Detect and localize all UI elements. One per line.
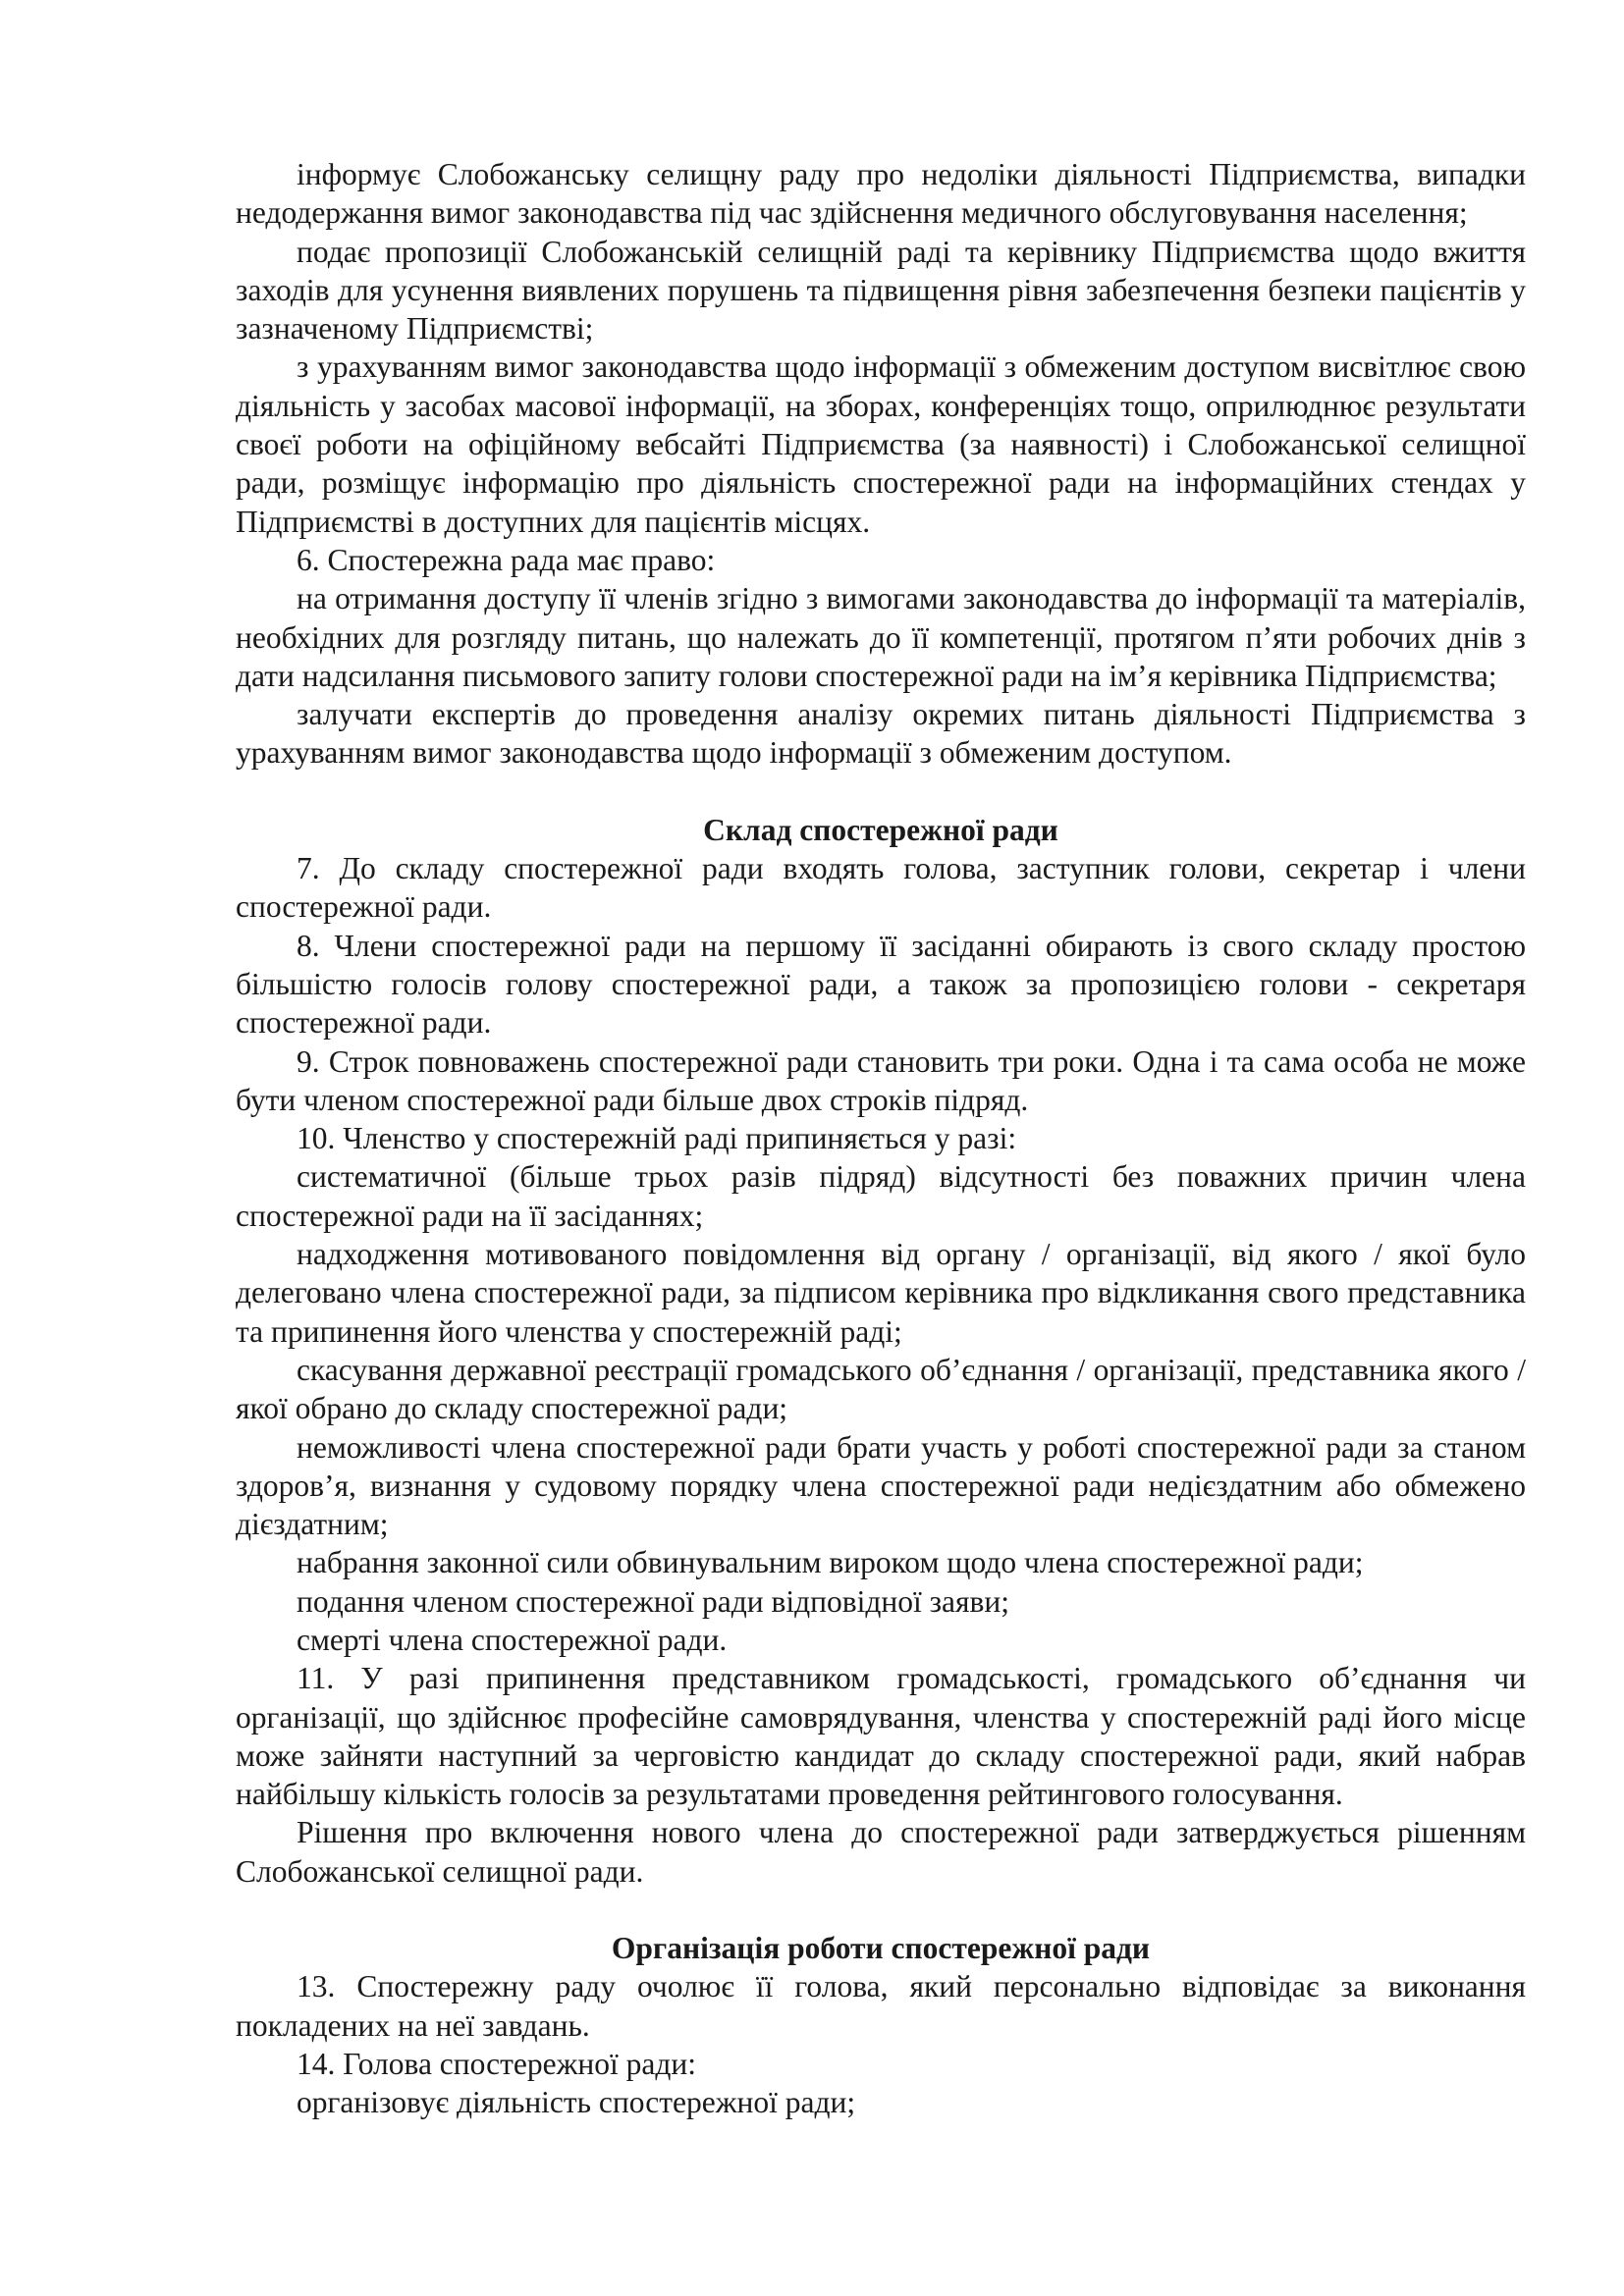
section-spacer [236,773,1526,811]
paragraph: на отримання доступу її членів згідно з вимогами законодавства до інформації та матеріалів, необхідних для розгляду питань, що належать до її компетенції, протягом п’яти робочих днів з дати надсилання письмового запиту голови спостережної ради на ім’я керівника Підприємства; [236,581,1526,693]
paragraph: 11. У разі припинення представником громадськості, громадського об’єднання чи організації, що здійснює професійне самоврядування, членства у спостережній раді його місце може зайняти наступний за черговістю кандидат до складу спостережної ради, який набрав найбільшу кількість голосів за результатами проведення рейтингового голосування. [236,1661,1526,1812]
paragraph: організовує діяльність спостережної ради; [297,2085,856,2120]
paragraph: 6. Спостережна рада має право: [297,542,716,577]
paragraph: смерті члена спостережної ради. [297,1622,728,1657]
paragraph: набрання законної сили обвинувальним вироком щодо члена спостережної ради; [297,1545,1364,1580]
paragraph: систематичної (більше трьох разів підряд) відсутності без поважних причин члена спостережної ради на її засіданнях; [236,1159,1526,1233]
paragraph: 7. До складу спостережної ради входять голова, заступник голови, секретар і члени спостережної ради. [236,851,1526,925]
document-page [236,155,1526,2122]
paragraph: подання членом спостережної ради відповідної заяви; [297,1583,1010,1619]
paragraph: 9. Строк повноважень спостережної ради становить три роки. Одна і та сама особа не може бути членом спостережної ради більше двох строків підряд. [236,1043,1526,1117]
paragraph: 10. Членство у спостережній раді припиняється у разі: [297,1121,1017,1156]
paragraph: 8. Члени спостережної ради на першому її засіданні обирають із свого складу простою більшістю голосів голову спостережної ради, а також за пропозицією голови - секретаря спостережної ради. [236,928,1526,1041]
paragraph: залучати експертів до проведення аналізу окремих питань діяльності Підприємства з урахуванням вимог законодавства щодо інформації з обмеженим доступом. [236,697,1526,771]
paragraph: 14. Голова спостережної ради: [297,2046,697,2081]
paragraph: 13. Спостережну раду очолює її голова, який персонально відповідає за виконання покладених на неї завдань. [236,1969,1526,2043]
paragraph: скасування державної реєстрації громадського об’єднання / організації, представника якого / якої обрано до складу спостережної ради; [236,1352,1526,1426]
paragraph: інформує Слобожанську селищну раду про недоліки діяльності Підприємства, випадки недодержання вимог законодавства під час здійснення медичного обслуговування населення; [236,157,1526,231]
paragraph: Рішення про включення нового члена до спостережної ради затверджується рішенням Слобожанської селищної ради. [236,1815,1526,1889]
section-heading: Склад спостережної ради [703,812,1058,847]
paragraph: надходження мотивованого повідомлення від органу / організації, від якого / якої було делеговано члена спостережної ради, за підписом керівника про відкликання свого представника та припинення його членства у спостережній раді; [236,1237,1526,1349]
section-spacer [236,1891,1526,1929]
section-heading: Організація роботи спостережної ради [611,1931,1151,1966]
paragraph: з урахуванням вимог законодавства щодо інформації з обмеженим доступом висвітлює свою діяльність у засобах масової інформації, на зборах, конференціях тощо, оприлюднює результати своєї роботи на офіційному вебсайті Підприємства (за наявності) і Слобожанської селищної ради, розміщує інформацію про діяльність спостережної ради на інформаційних стендах у Підприємстві в доступних для пацієнтів місцях. [236,349,1526,539]
paragraph: неможливості члена спостережної ради брати участь у роботі спостережної ради за станом здоров’я, визнання у судовому порядку члена спостережної ради недієздатним або обмежено дієздатним; [236,1429,1526,1542]
paragraph: подає пропозиції Слобожанській селищній раді та керівнику Підприємства щодо вжиття заходів для усунення виявлених порушень та підвищення рівня забезпечення безпеки пацієнтів у зазначеному Підприємстві; [236,234,1526,347]
